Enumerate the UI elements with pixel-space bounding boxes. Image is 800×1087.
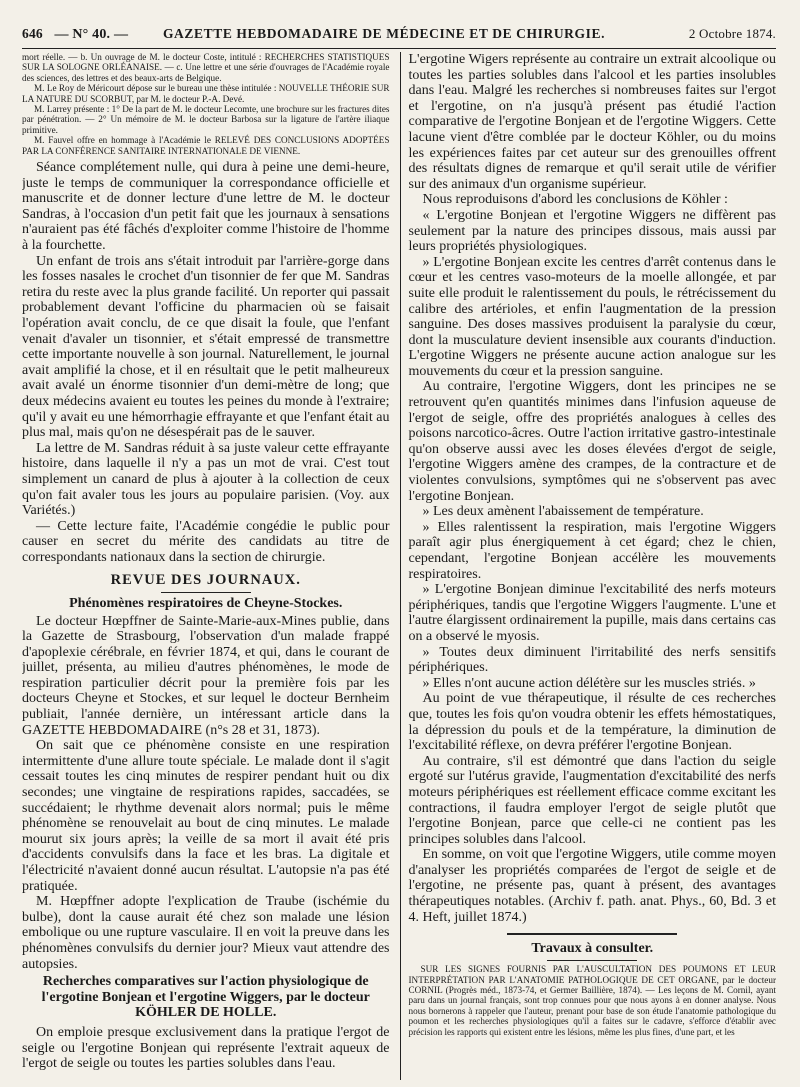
section-title: REVUE DES JOURNAUX. (110, 571, 301, 588)
page-header (22, 26, 776, 46)
body-paragraph: » Elles n'ont aucune action délétère sur les muscles striés. » (422, 675, 756, 691)
body-paragraph: L'ergotine Wigers représente au contraire un extrait alcoolique ou toutes les parties solubles dans l'alcool et les parties insolubles dans l'eau. Malgré les recherches si nombreuses faites sur l'ergot et l'ergotine, on n'a jusqu'à présent pas étudié l'action comparative de l'ergotine Bonjean et de l'ergotine Wiggers. Cette lacune vient d'être comblée par le docteur Köhler, ou du moins les expériences faites par cet auteur sur des grenouilles offrent des résultats dignes de remarque et qu'il serait utile de vérifier sur des animaux d'un organisme supérieur. (408, 52, 776, 192)
body-paragraph: Nous reproduisons d'abord les conclusions de Köhler : (422, 192, 728, 208)
small-paragraph: mort réelle. — b. Un ouvrage de M. le docteur Coste, intitulé : RECHERCHES STATISTIQUES SUR LA SOLOGNE ORLÉANAISE. — c. Une lettre et une série d'ouvrages de l'Académie royale des sciences, des lettres et des beaux-arts de Belgique. (22, 52, 390, 83)
small-paragraph: M. Fauvel offre en hommage à l'Académie le RELEVÉ DES CONCLUSIONS ADOPTÉES PAR LA CONFÉRENCE SANITAIRE INTERNATIONALE DE VIENNE. (22, 135, 390, 156)
body-paragraph: » Elles ralentissent la respiration, mais l'ergotine Wiggers paraît agir plus énergiquement à cet égard; chez le chien, cependant, l'ergotine Bonjean accélère les mouvements respiratoires. (408, 519, 776, 582)
page-number: 646 (22, 26, 43, 41)
body-paragraph: » L'ergotine Bonjean diminue l'excitabilité des nerfs moteurs périphériques, tandis que l'ergotine Wiggers l'augmente. L'une et l'autre élargissent ordinairement la pupille, mais dans certains cas on a observé le myosis. (408, 582, 776, 644)
body-paragraph: En somme, on voit que l'ergotine Wiggers, utile comme moyen d'analyser les propriétés comparées de l'ergot de seigle et de l'ergotine, ne présente pas, quant à présent, des avantages thérapeutiques notables. (Archiv f. path. anat. Phys., 60, Bd. 3 et 4. Heft, juillet 1874.) (408, 847, 776, 925)
issue-date: 2 Octobre 1874. (688, 26, 776, 41)
body-paragraph: » Les deux amènent l'abaissement de température. (422, 504, 704, 520)
body-paragraph: La lettre de M. Sandras réduit à sa juste valeur cette effrayante histoire, dans laquelle il n'y a pas un mot de vrai. C'est tout simplement un canard de plus à ajouter à la collection de ceux qu'on fait avaler tous les jours au populaire parisien. (Voy. aux Variétés.) (22, 440, 390, 519)
header-rule (22, 48, 776, 49)
section-rule (161, 592, 251, 593)
body-paragraph: — Cette lecture faite, l'Académie congédie le public pour causer en secret du mérite des candidats au titre de correspondants nationaux dans la section de chirurgie. (22, 518, 390, 565)
journal-title: GAZETTE HEBDOMADAIRE DE MÉDECINE ET DE CHIRURGIE. (162, 26, 606, 41)
body-paragraph: Au point de vue thérapeutique, il résulte de ces recherches que, toutes les fois qu'on voudra obtenir les effets hémostatiques, la dépression du pouls et de la température, la diminution de l'excitabilité réflexe, on devra préférer l'ergotine Bonjean. (408, 691, 776, 754)
small-paragraph: M. Larrey présente : 1° De la part de M. le docteur Lecomte, une brochure sur les fractures dites par pénétration. — 2° Un mémoire de M. le docteur Barbosa sur la ligature de l'artère iliaque primitive. (22, 104, 390, 135)
small-paragraph: SUR LES SIGNES FOURNIS PAR L'AUSCULTATION DES POUMONS ET LEUR INTERPRÉTATION PAR L'ANATOMIE PATHOLOGIQUE DE CET ORGANE, par le docteur CORNIL (Progrès méd., 1873-74, et Germer Baillière, 1874). — Les leçons de M. Cornil, ayant paru dans un journal français, sont trop connues pour que nous ayons à en donner analyse. Nous nous bornerons à rappeler que l'auteur, prenant pour base de son étude l'anatomie pathologique du poumon et les recherches physiologiques qu'il a faites sur le cadavre, s'efforce d'établir avec précision les rapports qui existent entre les lésions, même les plus fines, d'une part, et les (408, 964, 776, 1037)
body-paragraph: » L'ergotine Bonjean excite les centres d'arrêt contenus dans le cœur et les centres vaso-moteurs de la moelle allongée, et par suite elle produit le ralentissement du pouls, le rétrécissement du calibre des artérioles, et enfin l'augmentation de la pression sanguine. Des doses massives produisent la paralysie du cœur, dont la musculature devient insensible aux courants d'induction. L'ergotine Wiggers ne présente aucune action analogue sur les mouvements du cœur et la pression sanguine. (408, 254, 776, 379)
issue-number: — N° 40. — (54, 27, 129, 42)
right-column (400, 52, 777, 1080)
columns (22, 52, 776, 1080)
section-divider (507, 933, 677, 935)
body-paragraph: » Toutes deux diminuent l'irritabilité des nerfs sensitifs périphériques. (408, 644, 776, 676)
body-paragraph: « L'ergotine Bonjean et l'ergotine Wiggers ne diffèrent pas seulement par la nature des principes dissous, mais aussi par leurs propriétés physiologiques. (408, 207, 776, 255)
section-rule (547, 960, 637, 961)
left-column (22, 52, 390, 1080)
article-title: Recherches comparatives sur l'action physiologique de l'ergotine Bonjean et l'ergotine Wiggers, par le docteur KÖHLER DE HOLLE. (41, 974, 370, 1021)
small-paragraph: M. Le Roy de Méricourt dépose sur le bureau une thèse intitulée : NOUVELLE THÉORIE SUR LA NATURE DU SCORBUT, par M. le docteur P.-A. Devé. (22, 83, 390, 104)
body-paragraph: Le docteur Hœpffner de Sainte-Marie-aux-Mines publie, dans la Gazette de Strasbourg, l'observation d'un malade frappé d'apoplexie cérébrale, en février 1874, et qui, dans le courant de juillet, présenta, au milieu d'autres phénomènes, le mode de respiration particulier décrit pour la première fois par les docteurs Cheyne et Stockes, et sur lequel le docteur Bernheim publiait, l'année dernière, un intéressant article dans la GAZETTE HEBDOMADAIRE (n°s 28 et 31, 1873). (22, 613, 390, 738)
section-title: Travaux à consulter. (531, 941, 654, 957)
body-paragraph: Séance complétement nulle, qui dura à peine une demi-heure, juste le temps de communiquer la correspondance officielle et manuscrite et de donner lecture d'une lettre de M. le docteur Sandras, à l'occasion d'un petit fait que les journaux à sensations n'auraient pas été fâchés d'exploiter comme l'histoire de l'homme à la fourchette. (22, 160, 390, 254)
subsection-title: Phénomènes respiratoires de Cheyne-Stockes. (69, 595, 343, 611)
header-left (22, 26, 142, 43)
body-paragraph: Au contraire, s'il est démontré que dans l'action du seigle ergoté sur l'utérus gravide, l'augmentation d'excitabilité des nerfs moteurs périphériques est réellement efficace comme excitant les contractions, il faudra employer l'ergot de seigle plutôt que l'ergotine Bonjean, parce que celle-ci ne contient pas les principes solubles dans l'alcool. (408, 753, 776, 847)
body-paragraph: Au contraire, l'ergotine Wiggers, dont les principes ne se retrouvent qu'en quantités minimes dans l'infusion aqueuse de l'ergot de seigle, offre des propriétés analogues à celles des poisons narcotico-âcres. Outre l'action irritative gastro-intestinale qu'on observe aussi avec les doses élevées d'ergot de seigle, l'ergotine Wiggers amène des crampes, de la contracture et de violentes convulsions, symptômes qui ne s'observent pas avec l'ergotine Bonjean. (408, 379, 776, 504)
body-paragraph: Un enfant de trois ans s'était introduit par l'arrière-gorge dans les fosses nasales le crochet d'un tisonnier de fer que M. Sandras retira du reste avec la plus grande facilité. Un reporter qui passait probablement devant l'officine du pharmacien où se faisait l'opération avait conclu, de ce que disait la foule, que l'enfant venait d'avaler un tisonnier, et s'était empressé de transmettre cette importante nouvelle à son journal. Naturellement, le journal avait amplifié la chose, et il en résultait que le petit malheureux avait avalé un énorme tisonnier d'un demi-mètre de long; que deux médecins avaient eu toutes les peines du monde à l'extraire; qu'il y avait eu une hémorrhagie effrayante et que l'enfant était au plus mal, mais qu'on ne désespérait pas de le sauver. (22, 253, 390, 441)
body-paragraph: M. Hœpffner adopte l'explication de Traube (ischémie du bulbe), dont la cause aurait été chez son malade une lésion embolique ou une rupture vasculaire. Il en voit la preuve dans les phénomènes convulsifs du dernier jour? Mieux vaut attendre des autopsies. (22, 894, 390, 972)
body-paragraph: On emploie presque exclusivement dans la pratique l'ergot de seigle ou l'ergotine Bonjean qui représente l'extrait aqueux de l'ergot de seigle ou toutes les parties solubles dans l'eau. (22, 1024, 390, 1072)
body-paragraph: On sait que ce phénomène consiste en une respiration intermittente d'une allure toute spéciale. Le malade dont il s'agit cessait toutes les cinq minutes de respirer pendant huit ou dix secondes; une vingtaine de respirations rapides, saccadées, se succédaient; le rhythme devenait alors normal; puis le même phénomène se renouvelait au bout de cinq minutes. Le malade mourut six jours après; la veille de sa mort il avait été pris d'accidents convulsifs dans la face et les bras. La digitale et l'électricité n'avaient donné aucun résultat. L'autopsie n'a pas été pratiquée. (22, 738, 390, 894)
